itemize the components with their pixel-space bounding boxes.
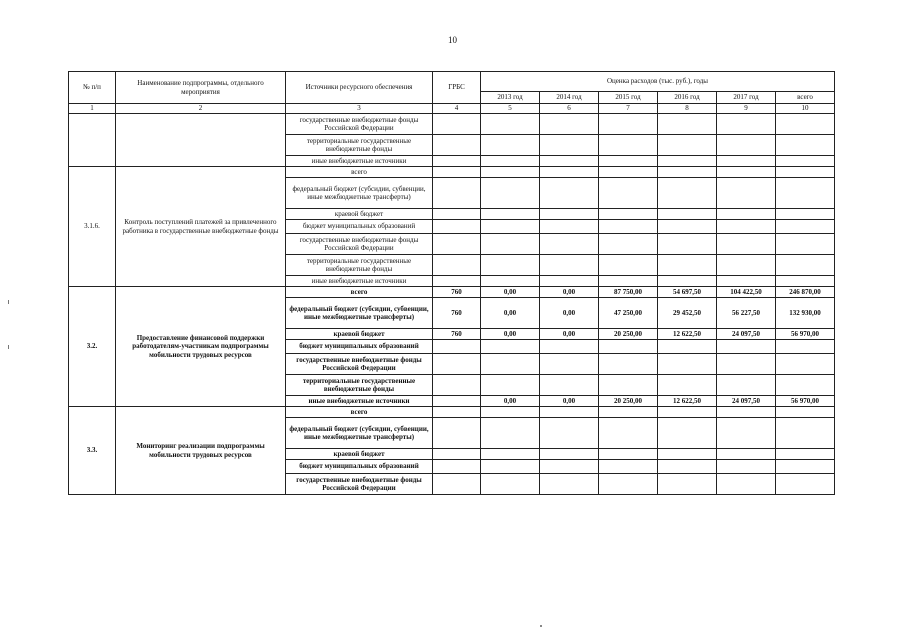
amount-cell <box>599 255 658 276</box>
amount-cell <box>776 167 835 178</box>
grbs-code <box>433 340 481 354</box>
amount-cell <box>599 114 658 135</box>
amount-cell <box>658 340 717 354</box>
column-number: 5 <box>481 104 540 114</box>
amount-cell <box>599 375 658 396</box>
amount-cell <box>658 276 717 287</box>
amount-cell <box>776 449 835 460</box>
column-number: 10 <box>776 104 835 114</box>
funding-source: иные внебюджетные источники <box>286 276 433 287</box>
header-grbs: ГРБС <box>433 72 481 104</box>
amount-cell <box>717 354 776 375</box>
amount-cell <box>717 340 776 354</box>
amount-cell: 29 452,50 <box>658 298 717 329</box>
amount-cell <box>776 156 835 167</box>
grbs-code <box>433 220 481 234</box>
measure-name: Предоставление финансовой поддержки работодателям-участникам подпрограммы мобильности трудовых ресурсов <box>116 287 286 407</box>
amount-cell <box>599 135 658 156</box>
amount-cell <box>540 449 599 460</box>
grbs-code <box>433 354 481 375</box>
funding-source: федеральный бюджет (субсидии, субвенции, иные межбюджетные трансферты) <box>286 418 433 449</box>
amount-cell <box>540 375 599 396</box>
amount-cell <box>717 135 776 156</box>
amount-cell: 132 930,00 <box>776 298 835 329</box>
amount-cell <box>540 354 599 375</box>
amount-cell <box>658 255 717 276</box>
amount-cell <box>717 474 776 495</box>
amount-cell <box>599 354 658 375</box>
amount-cell <box>599 449 658 460</box>
column-number: 1 <box>69 104 116 114</box>
amount-cell <box>717 167 776 178</box>
amount-cell <box>540 234 599 255</box>
amount-cell <box>481 474 540 495</box>
column-number: 9 <box>717 104 776 114</box>
amount-cell: 47 250,00 <box>599 298 658 329</box>
funding-source: территориальные государственные внебюджетные фонды <box>286 135 433 156</box>
amount-cell <box>658 418 717 449</box>
grbs-code: 760 <box>433 329 481 340</box>
amount-cell: 12 622,50 <box>658 396 717 407</box>
table-row <box>69 167 835 178</box>
measure-name: Мониторинг реализации подпрограммы мобильности трудовых ресурсов <box>116 407 286 495</box>
grbs-code <box>433 396 481 407</box>
amount-cell: 0,00 <box>481 298 540 329</box>
amount-cell <box>481 340 540 354</box>
grbs-code <box>433 375 481 396</box>
header-name: Наименование подпрограммы, отдельного мероприятия <box>116 72 286 104</box>
amount-cell <box>481 354 540 375</box>
amount-cell: 24 097,50 <box>717 329 776 340</box>
amount-cell <box>658 156 717 167</box>
header-row <box>69 72 835 92</box>
amount-cell <box>776 114 835 135</box>
amount-cell: 56 970,00 <box>776 329 835 340</box>
amount-cell <box>481 156 540 167</box>
amount-cell <box>776 460 835 474</box>
amount-cell <box>540 418 599 449</box>
amount-cell <box>540 407 599 418</box>
amount-cell <box>599 407 658 418</box>
expense-table <box>68 71 835 495</box>
funding-source: бюджет муниципальных образований <box>286 220 433 234</box>
page-number: 10 <box>448 35 457 45</box>
funding-source: федеральный бюджет (субсидии, субвенции, иные межбюджетные трансферты) <box>286 298 433 329</box>
year-header: 2013 год <box>481 92 540 104</box>
grbs-code <box>433 449 481 460</box>
column-number: 3 <box>286 104 433 114</box>
amount-cell <box>540 209 599 220</box>
header-num: № п/п <box>69 72 116 104</box>
funding-source: государственные внебюджетные фонды Российской Федерации <box>286 234 433 255</box>
amount-cell <box>481 220 540 234</box>
amount-cell <box>717 375 776 396</box>
funding-source: краевой бюджет <box>286 449 433 460</box>
amount-cell <box>481 234 540 255</box>
funding-source: всего <box>286 407 433 418</box>
amount-cell: 20 250,00 <box>599 329 658 340</box>
item-number: 3.2. <box>69 287 116 407</box>
amount-cell <box>658 220 717 234</box>
measure-name: Контроль поступлений платежей за привлеченного работника в государственные внебюджетные фонды <box>116 167 286 287</box>
amount-cell <box>481 114 540 135</box>
funding-source: государственные внебюджетные фонды Российской Федерации <box>286 114 433 135</box>
amount-cell <box>599 178 658 209</box>
amount-cell <box>599 418 658 449</box>
amount-cell <box>776 255 835 276</box>
funding-source: федеральный бюджет (субсидии, субвенции, иные межбюджетные трансферты) <box>286 178 433 209</box>
column-number-row <box>69 104 835 114</box>
amount-cell <box>776 354 835 375</box>
funding-source: бюджет муниципальных образований <box>286 340 433 354</box>
amount-cell <box>776 135 835 156</box>
amount-cell <box>717 156 776 167</box>
amount-cell <box>776 340 835 354</box>
amount-cell <box>599 209 658 220</box>
amount-cell <box>658 354 717 375</box>
amount-cell <box>540 276 599 287</box>
amount-cell <box>481 276 540 287</box>
year-header: всего <box>776 92 835 104</box>
amount-cell: 12 622,50 <box>658 329 717 340</box>
amount-cell <box>776 375 835 396</box>
item-number: 3.1.6. <box>69 167 116 287</box>
amount-cell: 24 097,50 <box>717 396 776 407</box>
column-number: 7 <box>599 104 658 114</box>
amount-cell <box>599 276 658 287</box>
amount-cell <box>481 135 540 156</box>
amount-cell <box>658 114 717 135</box>
year-header: 2014 год <box>540 92 599 104</box>
amount-cell <box>481 167 540 178</box>
amount-cell <box>717 209 776 220</box>
amount-cell <box>540 255 599 276</box>
amount-cell <box>776 407 835 418</box>
amount-cell <box>776 234 835 255</box>
scan-dot <box>540 625 542 627</box>
amount-cell <box>717 418 776 449</box>
item-number: 3.3. <box>69 407 116 495</box>
table-body <box>69 72 835 495</box>
amount-cell <box>481 178 540 209</box>
amount-cell <box>481 418 540 449</box>
grbs-code <box>433 460 481 474</box>
amount-cell <box>776 209 835 220</box>
amount-cell <box>540 340 599 354</box>
amount-cell <box>481 449 540 460</box>
amount-cell <box>717 449 776 460</box>
amount-cell <box>658 460 717 474</box>
amount-cell <box>481 407 540 418</box>
amount-cell: 56 227,50 <box>717 298 776 329</box>
amount-cell <box>481 460 540 474</box>
amount-cell: 104 422,50 <box>717 287 776 298</box>
amount-cell <box>658 178 717 209</box>
amount-cell <box>599 340 658 354</box>
amount-cell: 56 970,00 <box>776 396 835 407</box>
amount-cell <box>658 449 717 460</box>
amount-cell <box>599 220 658 234</box>
funding-source: иные внебюджетные источники <box>286 156 433 167</box>
funding-source: краевой бюджет <box>286 329 433 340</box>
grbs-code <box>433 276 481 287</box>
amount-cell <box>540 135 599 156</box>
year-header: 2016 год <box>658 92 717 104</box>
amount-cell <box>599 156 658 167</box>
amount-cell: 0,00 <box>540 287 599 298</box>
amount-cell <box>540 178 599 209</box>
grbs-code <box>433 407 481 418</box>
amount-cell <box>776 418 835 449</box>
amount-cell <box>776 474 835 495</box>
header-sources: Источники ресурсного обеспечения <box>286 72 433 104</box>
funding-source: краевой бюджет <box>286 209 433 220</box>
amount-cell <box>540 220 599 234</box>
amount-cell <box>540 474 599 495</box>
amount-cell <box>776 220 835 234</box>
amount-cell <box>658 474 717 495</box>
funding-source: территориальные государственные внебюджетные фонды <box>286 255 433 276</box>
amount-cell <box>717 276 776 287</box>
amount-cell <box>658 407 717 418</box>
funding-source: территориальные государственные внебюджетные фонды <box>286 375 433 396</box>
margin-tick <box>8 300 9 304</box>
amount-cell <box>540 156 599 167</box>
amount-cell <box>658 375 717 396</box>
table-row <box>69 114 835 135</box>
funding-source: всего <box>286 167 433 178</box>
amount-cell <box>540 167 599 178</box>
grbs-code <box>433 156 481 167</box>
margin-tick <box>8 345 9 349</box>
amount-cell: 0,00 <box>481 329 540 340</box>
grbs-code <box>433 178 481 209</box>
amount-cell <box>481 255 540 276</box>
amount-cell <box>481 375 540 396</box>
amount-cell: 20 250,00 <box>599 396 658 407</box>
amount-cell <box>717 114 776 135</box>
year-header: 2017 год <box>717 92 776 104</box>
amount-cell <box>717 255 776 276</box>
amount-cell <box>717 460 776 474</box>
year-header: 2015 год <box>599 92 658 104</box>
grbs-code <box>433 114 481 135</box>
amount-cell <box>599 460 658 474</box>
funding-source: государственные внебюджетные фонды Российской Федерации <box>286 474 433 495</box>
grbs-code <box>433 209 481 220</box>
amount-cell: 246 870,00 <box>776 287 835 298</box>
grbs-code <box>433 474 481 495</box>
column-number: 8 <box>658 104 717 114</box>
amount-cell <box>540 114 599 135</box>
amount-cell: 0,00 <box>481 287 540 298</box>
amount-cell <box>599 167 658 178</box>
grbs-code <box>433 135 481 156</box>
funding-source: государственные внебюджетные фонды Российской Федерации <box>286 354 433 375</box>
grbs-code <box>433 418 481 449</box>
funding-source: всего <box>286 287 433 298</box>
amount-cell <box>717 407 776 418</box>
grbs-code <box>433 167 481 178</box>
amount-cell <box>540 460 599 474</box>
amount-cell <box>599 234 658 255</box>
amount-cell <box>658 234 717 255</box>
amount-cell: 54 697,50 <box>658 287 717 298</box>
grbs-code <box>433 255 481 276</box>
amount-cell <box>658 167 717 178</box>
grbs-code: 760 <box>433 287 481 298</box>
amount-cell <box>599 474 658 495</box>
amount-cell: 0,00 <box>481 396 540 407</box>
measure-name <box>116 114 286 167</box>
amount-cell <box>717 234 776 255</box>
grbs-code: 760 <box>433 298 481 329</box>
column-number: 2 <box>116 104 286 114</box>
header-estimate: Оценка расходов (тыс. руб.), годы <box>481 72 835 92</box>
grbs-code <box>433 234 481 255</box>
table-row <box>69 407 835 418</box>
amount-cell: 0,00 <box>540 298 599 329</box>
amount-cell <box>658 209 717 220</box>
table-row <box>69 287 835 298</box>
amount-cell: 87 750,00 <box>599 287 658 298</box>
amount-cell <box>717 178 776 209</box>
amount-cell <box>717 220 776 234</box>
amount-cell: 0,00 <box>540 329 599 340</box>
amount-cell <box>776 178 835 209</box>
amount-cell <box>776 276 835 287</box>
item-number <box>69 114 116 167</box>
amount-cell <box>481 209 540 220</box>
amount-cell: 0,00 <box>540 396 599 407</box>
funding-source: бюджет муниципальных образований <box>286 460 433 474</box>
amount-cell <box>658 135 717 156</box>
funding-source: иные внебюджетные источники <box>286 396 433 407</box>
column-number: 4 <box>433 104 481 114</box>
column-number: 6 <box>540 104 599 114</box>
